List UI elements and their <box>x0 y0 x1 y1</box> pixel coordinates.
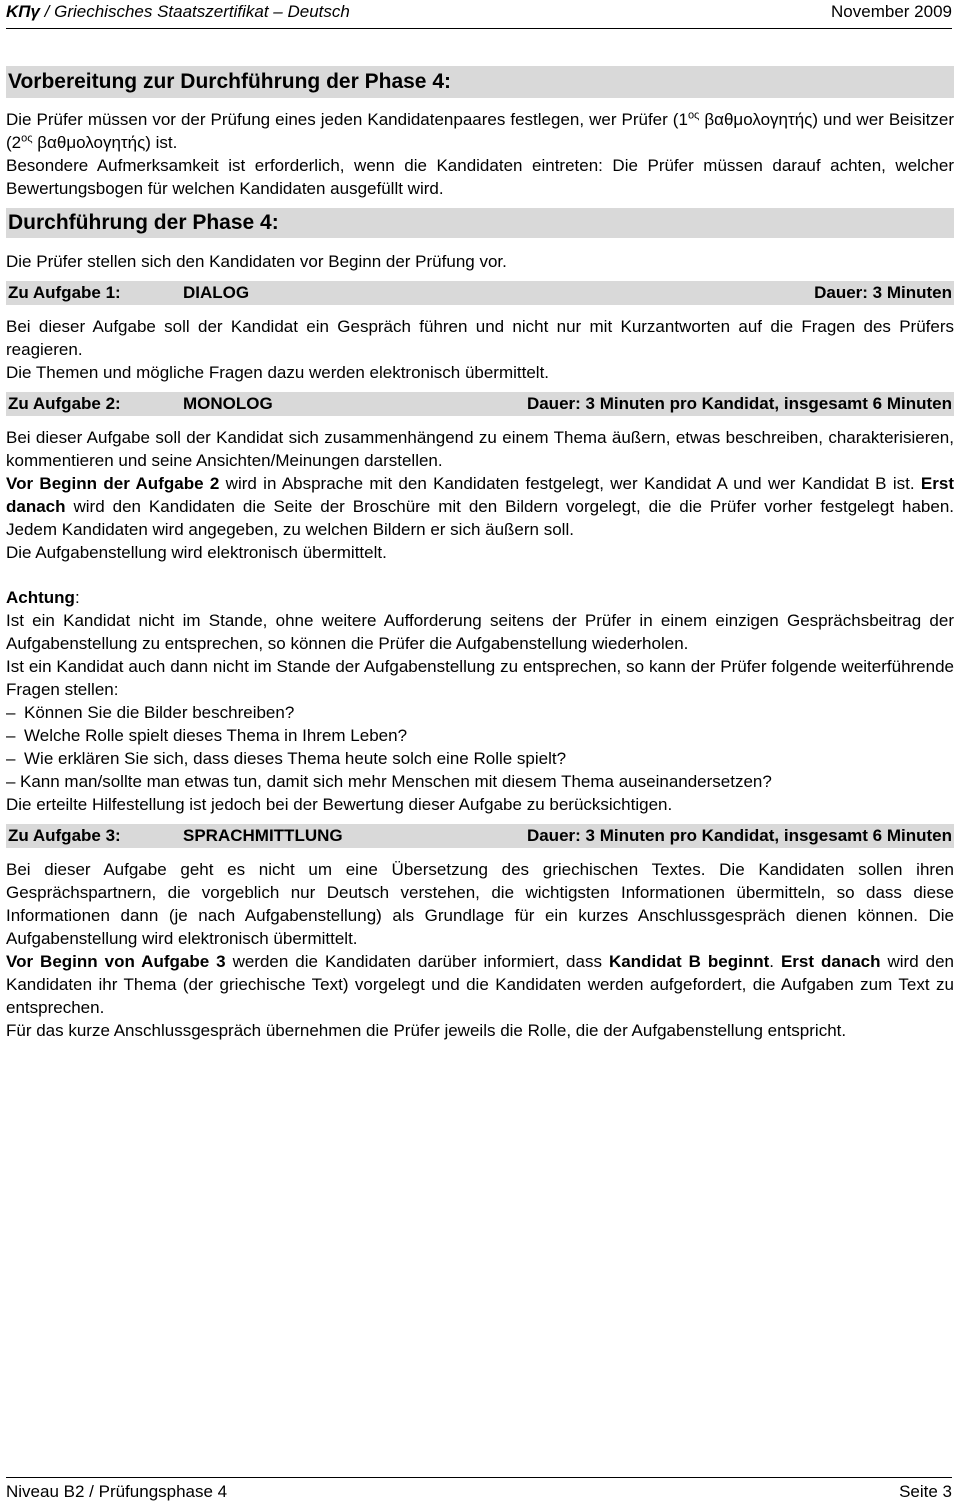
text-run: wird in Absprache mit den Kandidaten festgelegt, wer Kandidat A und wer Kandidat B ist. <box>219 474 921 493</box>
dash-bullet: – <box>6 726 16 745</box>
execution-intro: Die Prüfer stellen sich den Kandidaten vor Beginn der Prüfung vor. <box>6 252 507 271</box>
task3-bar <box>6 824 954 848</box>
footer-page-number: Seite 3 <box>899 1482 952 1501</box>
task1-paragraph-2: Die Themen und mögliche Fragen dazu werden elektronisch übermittelt. <box>6 363 550 382</box>
text-run: βαθμολογητής) und wer Beisitzer (2 <box>6 110 955 152</box>
question-text: Kann man/sollte man etwas tun, damit sich mehr Menschen mit diesem Thema auseinandersetzen? <box>20 772 772 791</box>
question-item <box>6 747 954 770</box>
task3-name: SPRACHMITTLUNG <box>183 826 343 845</box>
task1-duration: Dauer: 3 Minuten <box>814 283 952 302</box>
bold-run: Erst danach <box>6 474 954 516</box>
task3-label: Zu Aufgabe 3: <box>8 826 121 845</box>
footer-level: Niveau B2 / Prüfungsphase 4 <box>6 1482 228 1501</box>
task2-name: MONOLOG <box>183 394 273 413</box>
note-paragraph-2: Ist ein Kandidat auch dann nicht im Stande der Aufgabenstellung zu entsprechen, so kann der Prüfer folgende weiterführende Fragen stellen: <box>6 657 954 699</box>
question-text: Wie erklären Sie sich, dass dieses Thema heute solch eine Rolle spielt? <box>24 749 567 768</box>
page-header <box>6 0 952 29</box>
header-brand: ΚΠγ <box>6 2 40 21</box>
task3-duration: Dauer: 3 Minuten pro Kandidat, insgesamt 6 Minuten <box>526 826 952 845</box>
text-run: werden die Kandidaten darüber informiert, dass <box>225 952 609 971</box>
task2-duration: Dauer: 3 Minuten pro Kandidat, insgesamt 6 Minuten <box>526 394 952 413</box>
task1-label: Zu Aufgabe 1: <box>8 283 121 302</box>
preparation-paragraph-2: Besondere Aufmerksamkeit ist erforderlich, wenn die Kandidaten eintreten: Die Prüfer müssen darauf achten, welcher Bewertungsbogen für welchen Kandidaten ausgefüllt wird. <box>6 156 954 198</box>
document-body <box>6 66 954 1042</box>
text-run: wird den Kandidaten die Seite der Broschüre mit den Bildern vorgelegt, die die Prüfer vorher festgelegt haben. Jedem Kandidaten wird angegeben, zu welchen Bildern er sich äußern soll. <box>6 497 954 539</box>
note-heading <box>6 586 954 609</box>
question-item <box>6 770 954 793</box>
text-run: wird den Kandidaten ihr Thema (der griechische Text) vorgelegt und die Kandidaten werden aufgefordert, die Aufgaben zum Text zu entsprechen. <box>6 952 955 1017</box>
bold-run: Erst danach <box>780 952 881 971</box>
task3-paragraph-2 <box>6 950 954 1019</box>
text-run: Die Prüfer müssen vor der Prüfung eines jeden Kandidatenpaares festlegen, wer Prüfer (1 <box>6 110 688 129</box>
task1-name: DIALOG <box>183 283 250 302</box>
section-heading-preparation: Vorbereitung zur Durchführung der Phase 4: <box>6 66 954 98</box>
question-text: Welche Rolle spielt dieses Thema in Ihrem Leben? <box>24 726 408 745</box>
note-colon: : <box>74 588 80 607</box>
dash-bullet: – <box>6 772 16 791</box>
task2-paragraph-1: Bei dieser Aufgabe soll der Kandidat sich zusammenhängend zu einem Thema äußern, etwas beschreiben, charakterisieren, kommentieren und seine Ansichten/Meinungen darstellen. <box>6 428 954 470</box>
text-run: . <box>769 952 781 971</box>
task3-paragraph-1: Bei dieser Aufgabe geht es nicht um eine Übersetzung des griechischen Textes. Die Kandidaten sollen ihren Gesprächspartnern, die vorgeblich nur Deutsch verstehen, die wichtigsten Informationen übermitteln, so dass diese Informationen dann (je nach Aufgabenstellung) als Grundlage für ein kurzes Anschlussgespräch dienen können. Die Aufgabenstellung wird elektronisch übermittelt. <box>6 860 954 948</box>
dash-bullet: – <box>6 703 16 722</box>
header-subtitle: / Griechisches Staatszertifikat – Deutsch <box>39 2 350 21</box>
question-item <box>6 701 954 724</box>
dash-bullet: – <box>6 749 16 768</box>
task2-label: Zu Aufgabe 2: <box>8 394 121 413</box>
preparation-paragraph-1 <box>6 108 954 154</box>
task1-bar <box>6 281 954 305</box>
task2-paragraph-3: Die Aufgabenstellung wird elektronisch übermittelt. <box>6 543 387 562</box>
task1-paragraph-1: Bei dieser Aufgabe soll der Kandidat ein Gespräch führen und nicht nur mit Kurzantworten auf die Fragen des Prüfers reagieren. <box>6 317 954 359</box>
question-text: Können Sie die Bilder beschreiben? <box>24 703 295 722</box>
note-paragraph-1: Ist ein Kandidat nicht im Stande, ohne weitere Aufforderung seitens der Prüfer in einem einzigen Gesprächsbeitrag der Aufgabenstellung zu entsprechen, so können die Prüfer die Aufgabenstellung wiederholen. <box>6 611 954 653</box>
task2-bar <box>6 392 954 416</box>
header-title <box>6 2 350 22</box>
question-item <box>6 724 954 747</box>
section-heading-execution: Durchführung der Phase 4: <box>6 208 954 238</box>
task3-paragraph-3: Für das kurze Anschlussgespräch übernehmen die Prüfer jeweils die Rolle, die der Aufgabenstellung entspricht. <box>6 1021 847 1040</box>
note-label: Achtung <box>6 588 75 607</box>
bold-run: Vor Beginn der Aufgabe 2 <box>6 474 220 493</box>
task2-paragraph-2 <box>6 472 954 541</box>
superscript: ος <box>21 132 33 145</box>
text-run: βαθμολογητής) ist. <box>32 133 178 152</box>
bold-run: Vor Beginn von Aufgabe 3 <box>6 952 226 971</box>
page-footer <box>6 1477 952 1501</box>
note-paragraph-3: Die erteilte Hilfestellung ist jedoch bei der Bewertung dieser Aufgabe zu berücksichtigen. <box>6 795 673 814</box>
superscript: ος <box>687 109 700 122</box>
bold-run: Kandidat B beginnt <box>608 952 770 971</box>
header-date: November 2009 <box>831 2 952 21</box>
spacer <box>6 564 954 586</box>
